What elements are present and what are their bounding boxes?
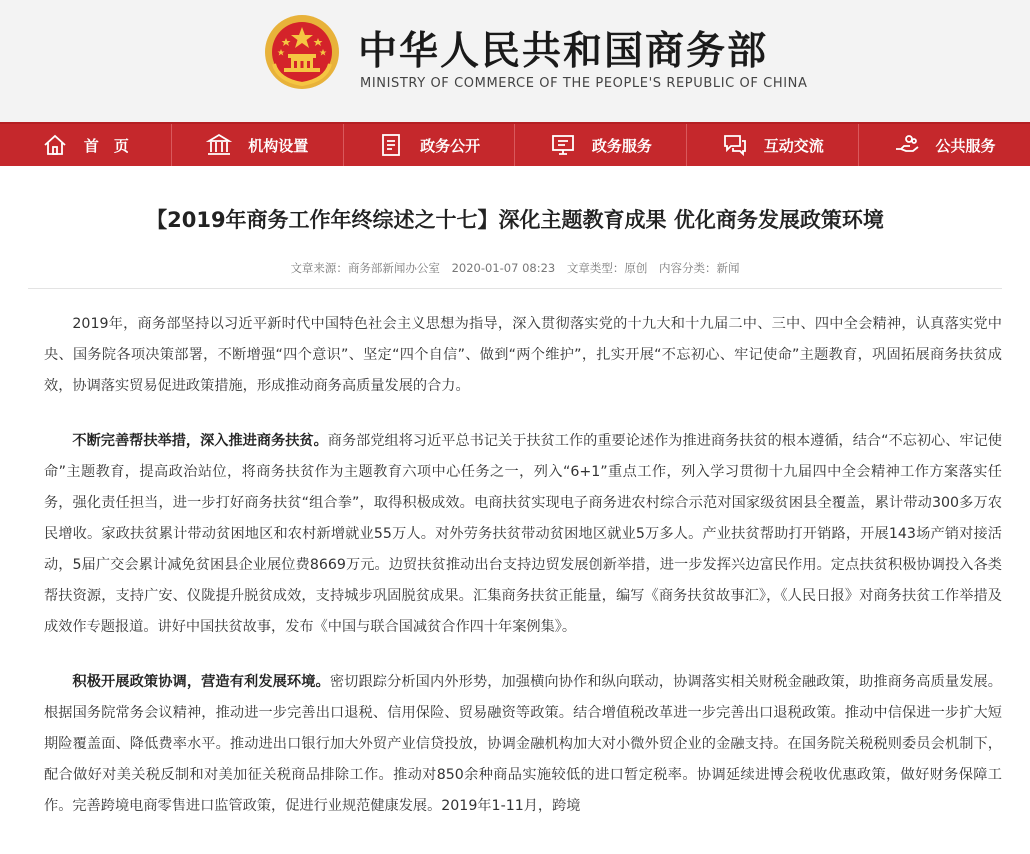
publish-date: 2020-01-07 08:23 (451, 261, 556, 275)
paragraph-lead: 不断完善帮扶举措，深入推进商务扶贫。 (72, 433, 328, 449)
nav-item-label: 公共服务 (935, 136, 996, 155)
site-header (0, 0, 1030, 122)
home-icon (42, 132, 68, 158)
source-label: 文章来源：商务部新闻办公室 (290, 261, 440, 275)
divider (28, 288, 1002, 289)
paragraph-text: 商务部党组将习近平总书记关于扶贫工作的重要论述作为推进商务扶贫的根本遵循，结合“不忘初心、牢记使命”主题教育，提高政治站位，将商务扶贫作为主题教育六项中心任务之一，列入“6+1”重点工作，列入学习贯彻十九届四中全会精神工作方案落实任务，强化责任担当，进一步打好商务扶贫“组合拳”，取得积极成效。电商扶贫实现电子商务进农村综合示范对国家级贫困县全覆盖，累计带动300多万农民增收。家政扶贫累计带动贫困地区和农村新增就业55万人。对外劳务扶贫带动贫困地区就业5万多人。产业扶贫帮助打开销路，开展143场产销对接活动，5届广交会累计减免贫困县企业展位费8669万元。边贸扶贫推动出台支持边贸发展创新举措，进一步发挥兴边富民作用。定点扶贫积极协调投入各类帮扶资源，支持广安、仪陇提升脱贫成效，支持城步巩固脱贫成果。汇集商务扶贫正能量，编写《商务扶贫故事汇》，《人民日报》对商务扶贫工作举措及成效作专题报道。讲好中国扶贫故事，发布《中国与联合国减贫合作四十年案例集》。 (44, 433, 1002, 635)
paragraph-text: 密切跟踪分析国内外形势，加强横向协作和纵向联动，协调落实相关财税金融政策，助推商务高质量发展。根据国务院常务会议精神，推动进一步完善出口退税、信用保险、贸易融资等政策。结合增值税改革进一步完善出口退税政策。推动中信保进一步扩大短期险覆盖面、降低费率水平。推动进出口银行加大外贸产业信贷投放，协调金融机构加大对小微外贸企业的金融支持。在国务院关税税则委员会机制下，配合做好对美关税反制和对美加征关税商品排除工作。推动对850余种商品实施较低的进口暂定税率。协调延续进博会税收优惠政策，做好财务保障工作。完善跨境电商零售进口监管政策，促进行业规范健康发展。2019年1-11月，跨境 (44, 674, 1002, 814)
nav-item-label: 政务公开 (420, 136, 481, 155)
main-nav (0, 122, 1030, 166)
nav-item-interaction[interactable] (687, 124, 859, 166)
article-title: 【2019年商务工作年终综述之十七】深化主题教育成果 优化商务发展政策环境 (146, 208, 884, 232)
nav-item-public-services[interactable] (859, 124, 1030, 166)
type-value: 原创 (624, 261, 648, 275)
article-body (0, 309, 1030, 822)
article-paragraph (44, 667, 1002, 822)
nav-item-label: 首 页 (83, 136, 129, 155)
document-icon (378, 132, 404, 158)
nav-item-home[interactable] (0, 124, 172, 166)
site-subtitle: MINISTRY OF COMMERCE OF THE PEOPLE'S REPUBLIC OF CHINA (360, 76, 808, 91)
national-emblem-icon[interactable] (264, 14, 340, 90)
category-value: 新闻 (716, 261, 740, 275)
service-icon (550, 132, 576, 158)
building-icon (206, 132, 232, 158)
site-title: 中华人民共和国商务部 (358, 28, 769, 74)
nav-item-label: 互动交流 (763, 136, 824, 155)
paragraph-lead: 积极开展政策协调，营造有利发展环境。 (72, 674, 330, 690)
paragraph-text: 2019年，商务部坚持以习近平新时代中国特色社会主义思想为指导，深入贯彻落实党的十九大和十九届二中、三中、四中全会精神，认真落实党中央、国务院各项决策部署，不断增强“四个意识”、坚定“四个自信”、做到“两个维护”，扎实开展“不忘初心、牢记使命”主题教育，巩固拓展商务扶贫成效，协调落实贸易促进政策措施，形成推动商务高质量发展的合力。 (44, 316, 1002, 394)
type-label: 文章类型：原创 (566, 261, 648, 275)
source-value: 商务部新闻办公室 (347, 261, 440, 275)
hand-icon (894, 132, 920, 158)
article-meta (0, 260, 1030, 276)
nav-item-government-affairs[interactable] (344, 124, 516, 166)
nav-item-label: 机构设置 (248, 136, 309, 155)
article-paragraph (44, 426, 1002, 643)
category-label: 内容分类：新闻 (659, 261, 740, 275)
nav-item-government-services[interactable] (515, 124, 687, 166)
nav-item-organization[interactable] (172, 124, 344, 166)
article-paragraph (44, 309, 1002, 402)
nav-item-label: 政务服务 (591, 136, 652, 155)
chat-icon (722, 132, 748, 158)
